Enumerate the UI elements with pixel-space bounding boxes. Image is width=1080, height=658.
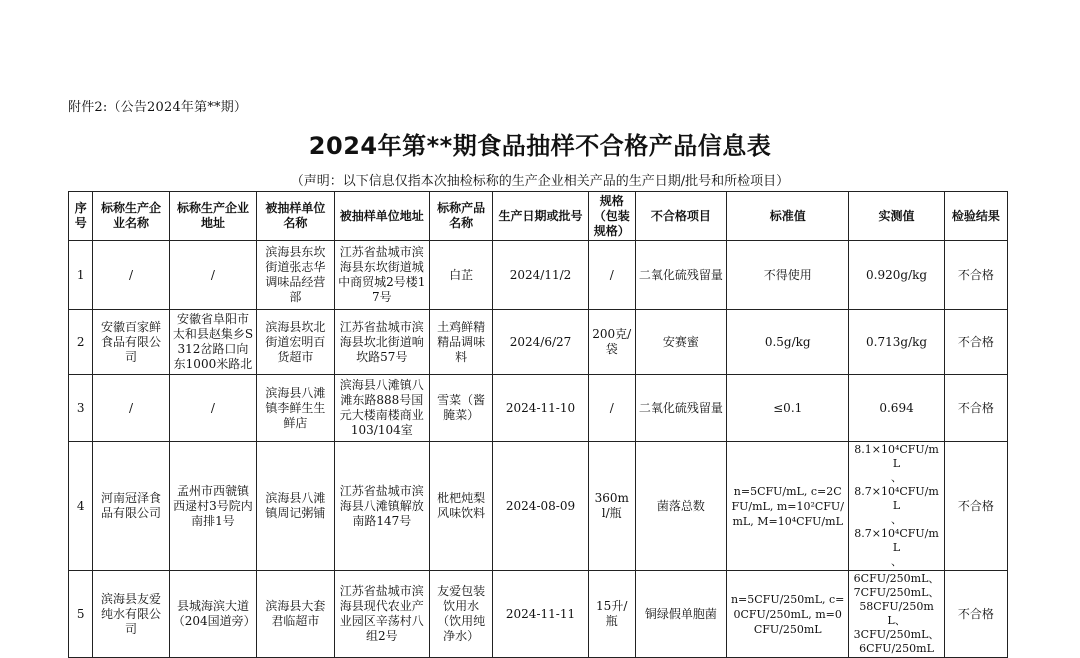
measured-value: 0.694 <box>879 401 914 415</box>
table-row <box>69 571 1008 658</box>
header-product: 标称产品名称 <box>430 192 493 241</box>
cell-product: 白芷 <box>430 241 493 310</box>
cell-sampled-address: 江苏省盐城市滨海县现代农业产业园区辛荡村八组2号 <box>334 571 430 658</box>
table-header-row <box>69 192 1008 241</box>
cell-date: 2024/6/27 <box>493 310 589 375</box>
cell-item: 二氧化硫残留量 <box>635 241 727 310</box>
header-standard: 标准值 <box>727 192 849 241</box>
cell-spec: 200克/袋 <box>588 310 635 375</box>
cell-standard: n=5CFU/mL, c=2CFU/mL, m=10²CFU/mL, M=10⁴CFU/mL <box>727 442 849 571</box>
cell-producer-address: 孟州市西虢镇西逯村3号院内南排1号 <box>169 442 256 571</box>
header-sampled-unit: 被抽样单位名称 <box>257 192 334 241</box>
cell-spec: / <box>588 375 635 442</box>
header-date: 生产日期或批号 <box>493 192 589 241</box>
measured-value: 8.7×10⁴CFU/mL <box>854 527 939 554</box>
table-row <box>69 310 1008 375</box>
header-producer: 标称生产企业名称 <box>93 192 169 241</box>
cell-producer-address: 县城海滨大道（204国道旁） <box>169 571 256 658</box>
cell-result: 不合格 <box>944 310 1007 375</box>
table-row <box>69 241 1008 310</box>
cell-measured <box>849 571 945 658</box>
measured-value: 0.920g/kg <box>866 268 928 282</box>
measured-value: 3CFU/250mL、 <box>853 628 940 641</box>
cell-spec: / <box>588 241 635 310</box>
cell-spec: 360ml/瓶 <box>588 442 635 571</box>
cell-sampled-unit: 滨海县东坎街道张志华调味品经营部 <box>257 241 334 310</box>
cell-producer: 滨海县友爱纯水有限公司 <box>93 571 169 658</box>
cell-product: 枇杷炖梨风味饮料 <box>430 442 493 571</box>
cell-result: 不合格 <box>944 571 1007 658</box>
cell-result: 不合格 <box>944 375 1007 442</box>
cell-no: 5 <box>69 571 93 658</box>
cell-standard: n=5CFU/250mL, c=0CFU/250mL, m=0 CFU/250mL <box>727 571 849 658</box>
cell-producer: 河南冠泽食品有限公司 <box>93 442 169 571</box>
cell-sampled-unit: 滨海县大套君临超市 <box>257 571 334 658</box>
cell-producer: 安徽百家鲜食品有限公司 <box>93 310 169 375</box>
cell-product: 友爱包装饮用水（饮用纯净水） <box>430 571 493 658</box>
cell-date: 2024-11-11 <box>493 571 589 658</box>
header-result: 检验结果 <box>944 192 1007 241</box>
header-producer-address: 标称生产企业地址 <box>169 192 256 241</box>
cell-sampled-address: 江苏省盐城市滨海县八滩镇解放南路147号 <box>334 442 430 571</box>
cell-no: 1 <box>69 241 93 310</box>
cell-item: 铜绿假单胞菌 <box>635 571 727 658</box>
measured-separator: 、 <box>891 471 903 484</box>
measured-value: 6CFU/250mL、 <box>853 572 940 585</box>
cell-sampled-unit: 滨海县八滩镇周记粥铺 <box>257 442 334 571</box>
declaration-note: （声明：以下信息仅指本次抽检标称的生产企业相关产品的生产日期/批号和所检项目） <box>290 174 790 189</box>
cell-standard: 不得使用 <box>727 241 849 310</box>
cell-standard: 0.5g/kg <box>727 310 849 375</box>
cell-measured <box>849 241 945 310</box>
cell-result: 不合格 <box>944 442 1007 571</box>
cell-sampled-unit: 滨海县八滩镇李鲜生生鲜店 <box>257 375 334 442</box>
table-row <box>69 442 1008 571</box>
header-measured: 实测值 <box>849 192 945 241</box>
cell-producer-address: 安徽省阜阳市太和县赵集乡S312岔路口向东1000米路北 <box>169 310 256 375</box>
cell-item: 安赛蜜 <box>635 310 727 375</box>
cell-item: 菌落总数 <box>635 442 727 571</box>
table-row <box>69 375 1008 442</box>
cell-sampled-address: 江苏省盐城市滨海县坎北街道响坎路57号 <box>334 310 430 375</box>
measured-separator: 、 <box>891 513 903 526</box>
header-no: 序号 <box>69 192 93 241</box>
cell-spec: 15升/瓶 <box>588 571 635 658</box>
cell-producer: / <box>93 375 169 442</box>
cell-no: 3 <box>69 375 93 442</box>
measured-value: 8.1×10⁴CFU/mL <box>854 443 939 470</box>
measured-value: 58CFU/250mL、 <box>859 600 934 627</box>
cell-date: 2024-11-10 <box>493 375 589 442</box>
header-spec: 规格（包装规格） <box>588 192 635 241</box>
cell-sampled-address: 江苏省盐城市滨海县东坎街道城中商贸城2号楼17号 <box>334 241 430 310</box>
cell-result: 不合格 <box>944 241 1007 310</box>
measured-separator: 、 <box>891 555 903 568</box>
cell-producer-address: / <box>169 375 256 442</box>
cell-sampled-address: 滨海县八滩镇八滩东路888号国元大楼南楼商业103/104室 <box>334 375 430 442</box>
cell-producer: / <box>93 241 169 310</box>
cell-product: 土鸡鲜精精品调味料 <box>430 310 493 375</box>
measured-value: 0.713g/kg <box>866 335 928 349</box>
cell-item: 二氧化硫残留量 <box>635 375 727 442</box>
unqualified-products-table <box>68 191 1008 658</box>
header-item: 不合格项目 <box>635 192 727 241</box>
cell-no: 2 <box>69 310 93 375</box>
cell-product: 雪菜（酱腌菜） <box>430 375 493 442</box>
cell-measured <box>849 442 945 571</box>
cell-measured <box>849 310 945 375</box>
cell-producer-address: / <box>169 241 256 310</box>
measured-value: 7CFU/250mL、 <box>853 586 940 599</box>
cell-date: 2024/11/2 <box>493 241 589 310</box>
cell-standard: ≤0.1 <box>727 375 849 442</box>
cell-sampled-unit: 滨海县坎北街道宏明百货超市 <box>257 310 334 375</box>
cell-no: 4 <box>69 442 93 571</box>
measured-value: 6CFU/250mL <box>859 642 934 655</box>
attachment-label: 附件2:（公告2024年第**期） <box>68 100 248 115</box>
page-title: 2024年第**期食品抽样不合格产品信息表 <box>308 132 772 160</box>
cell-date: 2024-08-09 <box>493 442 589 571</box>
measured-value: 8.7×10⁴CFU/mL <box>854 485 939 512</box>
cell-measured <box>849 375 945 442</box>
header-sampled-address: 被抽样单位地址 <box>334 192 430 241</box>
